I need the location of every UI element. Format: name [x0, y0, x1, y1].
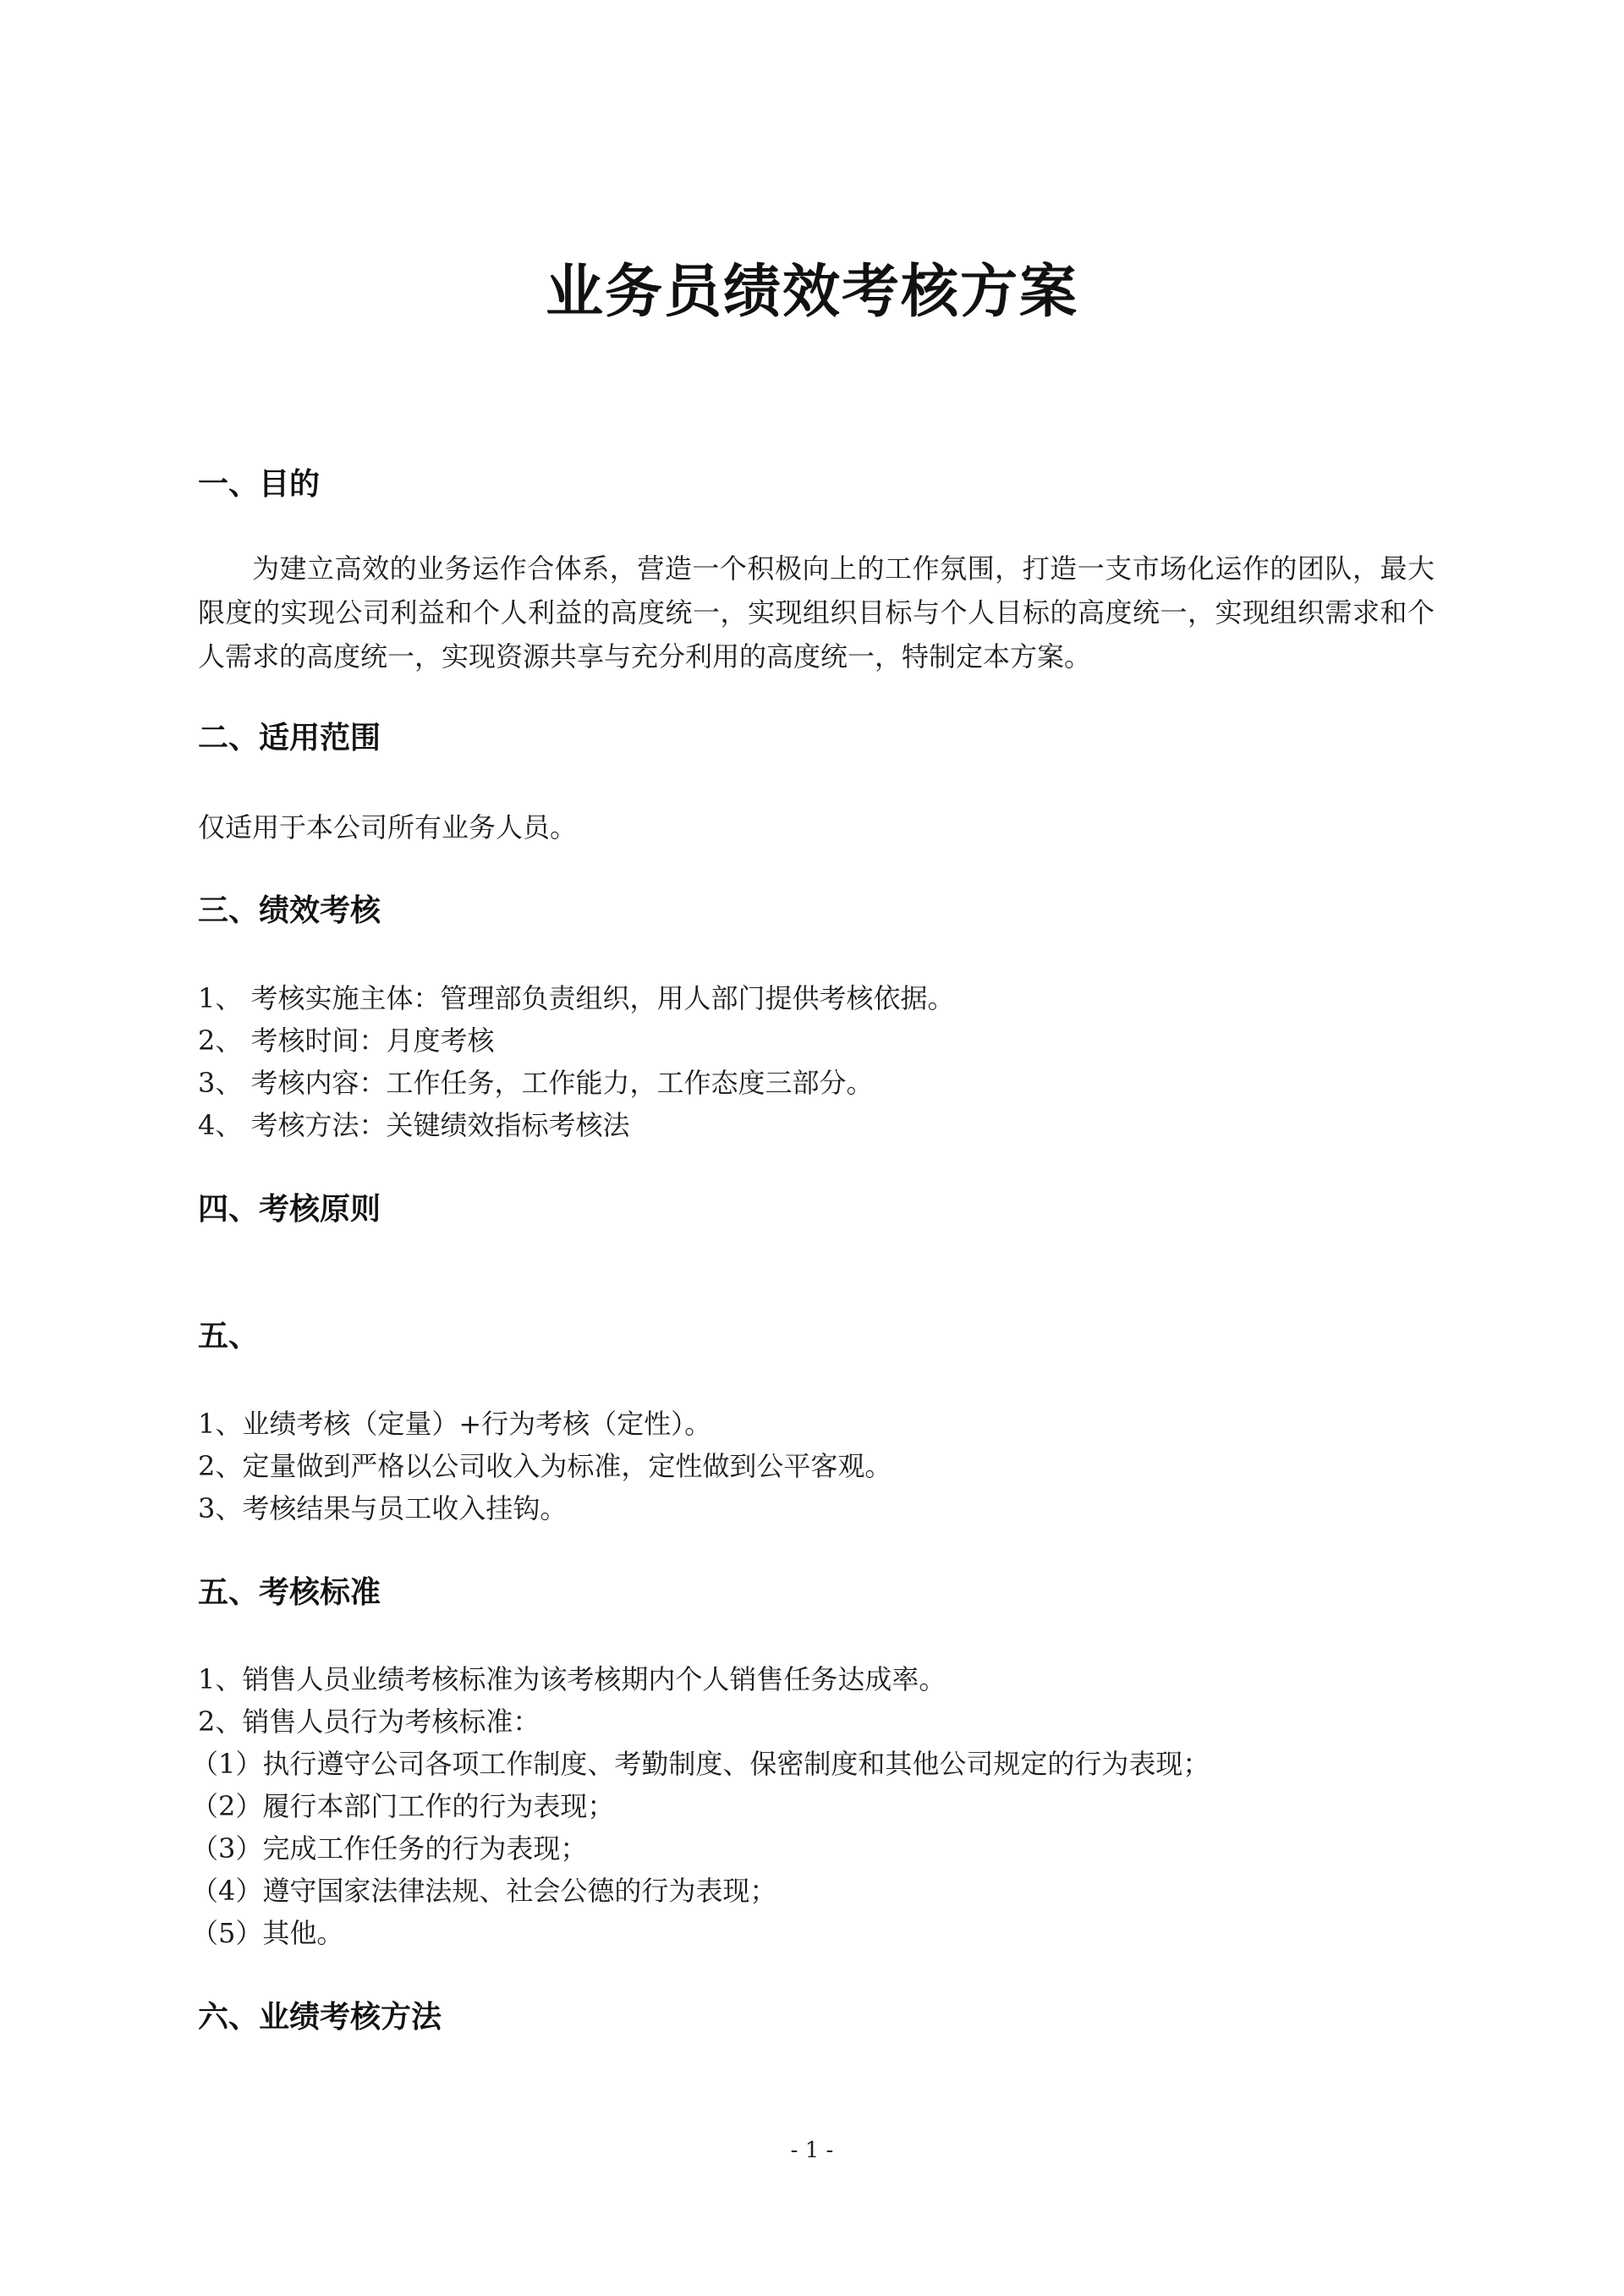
section-heading-standards: 五、考核标准 — [198, 1575, 381, 1610]
page-number: - 1 - — [790, 2138, 834, 2163]
standard-item: 1、销售人员业绩考核标准为该考核期内个人销售任务达成率。 — [198, 1663, 946, 1695]
standard-item: 2、销售人员行为考核标准： — [198, 1706, 540, 1738]
section-heading-scope: 二、适用范围 — [198, 721, 381, 755]
section-heading-appraisal: 三、绩效考核 — [198, 893, 381, 928]
principle-item: 3、考核结果与员工收入挂钩。 — [198, 1492, 568, 1524]
standard-subitem: （5）其他。 — [191, 1917, 344, 1949]
standard-subitem: （2）履行本部门工作的行为表现； — [191, 1790, 615, 1822]
appraisal-item: 2、 考核时间：月度考核 — [198, 1024, 495, 1057]
standard-subitem: （4）遵守国家法律法规、社会公德的行为表现； — [191, 1875, 777, 1907]
appraisal-item: 3、 考核内容：工作任务，工作能力，工作态度三部分。 — [198, 1067, 874, 1099]
section-heading-purpose: 一、目的 — [198, 467, 321, 502]
principle-item: 2、定量做到严格以公司收入为标准，定性做到公平客观。 — [198, 1450, 892, 1482]
appraisal-item: 1、 考核实施主体：管理部负责组织，用人部门提供考核依据。 — [198, 982, 955, 1014]
document-title: 业务员绩效考核方案 — [545, 259, 1078, 326]
standard-subitem: （3）完成工作任务的行为表现； — [191, 1832, 588, 1865]
section-heading-method: 六、业绩考核方法 — [198, 2000, 442, 2035]
section-heading-principles: 四、考核原则 — [198, 1192, 381, 1227]
section-heading-five: 五、 — [198, 1319, 260, 1354]
standard-subitem: （1）执行遵守公司各项工作制度、考勤制度、保密制度和其他公司规定的行为表现； — [191, 1748, 1210, 1780]
purpose-paragraph: 为建立高效的业务运作合体系，营造一个积极向上的工作氛围，打造一支市场化运作的团队，最大限度的实现公司利益和个人利益的高度统一，实现组织目标与个人目标的高度统一，实现组织需求和个人需求的高度统一，实现资源共享与充分利用的高度统一，特制定本方案。 — [198, 552, 1435, 673]
appraisal-item: 4、 考核方法：关键绩效指标考核法 — [198, 1109, 630, 1141]
scope-text: 仅适用于本公司所有业务人员。 — [198, 811, 578, 843]
principle-item: 1、业绩考核（定量）+行为考核（定性）。 — [198, 1408, 712, 1440]
